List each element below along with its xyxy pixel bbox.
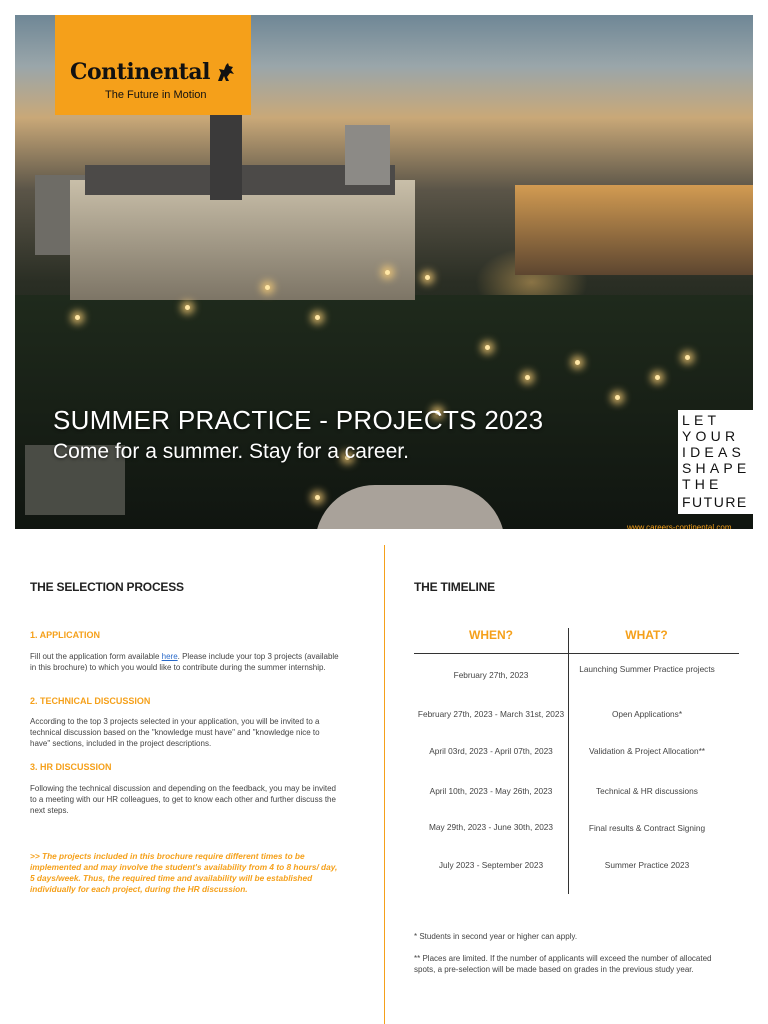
timeline-what: Summer Practice 2023	[604, 860, 690, 870]
timeline-title: THE TIMELINE	[414, 580, 495, 594]
timeline-header-rule	[414, 653, 739, 654]
when-header: WHEN?	[469, 628, 513, 642]
street-lamp	[685, 355, 690, 360]
slogan-row: THE	[682, 476, 723, 492]
street-lamp	[575, 360, 580, 365]
street-lamp	[75, 315, 80, 320]
timeline-what: Technical & HR discussions	[596, 786, 698, 796]
timeline-what: Final results & Contract Signing	[588, 823, 706, 833]
street-lamp	[425, 275, 430, 280]
street-lamp	[265, 285, 270, 290]
street-lamp	[525, 375, 530, 380]
step-title: 1. APPLICATION	[30, 630, 101, 640]
lit-building-illustration	[515, 185, 753, 275]
street-lamp	[315, 495, 320, 500]
what-header: WHAT?	[625, 628, 668, 642]
slogan-row: YOUR	[682, 428, 740, 444]
street-lamp	[385, 270, 390, 275]
timeline-when: April 10th, 2023 - May 26th, 2023	[429, 786, 553, 796]
footnote: * Students in second year or higher can apply.	[414, 932, 578, 941]
hero-banner	[15, 15, 753, 529]
step-text	[30, 651, 340, 673]
palace-illustration	[70, 180, 415, 300]
street-lamp	[185, 305, 190, 310]
timeline-what: Open Applications*	[611, 709, 683, 719]
timeline-what: Launching Summer Practice projects	[579, 664, 715, 674]
street-lamp	[485, 345, 490, 350]
step-title: 3. HR DISCUSSION	[30, 762, 112, 772]
hero-title: SUMMER PRACTICE - PROJECTS 2023	[53, 405, 544, 435]
timeline-when: February 27th, 2023	[453, 670, 529, 680]
step-text: According to the top 3 projects selected in your application, you will be invited to a technical discussion based on the "knowledge must have" and "knowledge nice to have" sections, included in the project descriptions.	[30, 717, 320, 748]
step-text: Following the technical discussion and depending on the feedback, you may be invited to a meeting with our HR colleagues, to get to know each other and further discuss the next steps.	[30, 784, 336, 815]
street-lamp	[315, 315, 320, 320]
column-divider	[384, 545, 385, 1024]
brand-logo[interactable]	[55, 15, 251, 115]
timeline-when: May 29th, 2023 - June 30th, 2023	[428, 822, 554, 832]
street-lamp	[615, 395, 620, 400]
timeline-column-rule	[568, 628, 569, 894]
availability-note: >> The projects included in this brochure require different times to be implemented and may involve the student's availability from 4 to 8 hours/ day, 5 days/week. Thus, the required time and availability will be established individually for each project, during the HR discussion.	[30, 851, 338, 894]
slogan-row: SHAPE	[682, 460, 751, 476]
step-text-part: . Please include your top 3 projects (available in this brochure) to which you would like to contribute during the summer internship.	[30, 652, 339, 672]
building-illustration	[345, 125, 390, 185]
application-form-link[interactable]: here	[161, 652, 178, 661]
selection-title: THE SELECTION PROCESS	[30, 580, 184, 594]
careers-url[interactable]: www.careers-continental.com	[627, 523, 732, 529]
hero-subtitle: Come for a summer. Stay for a career.	[53, 440, 409, 463]
timeline-when: July 2023 - September 2023	[438, 860, 544, 870]
street-lamp	[655, 375, 660, 380]
timeline-what: Validation & Project Allocation**	[588, 746, 706, 756]
horse-icon	[215, 61, 237, 83]
timeline-when: April 03rd, 2023 - April 07th, 2023	[429, 746, 553, 756]
slogan-block	[678, 410, 753, 514]
brand-tagline: The Future in Motion	[105, 89, 207, 101]
tower-illustration	[210, 100, 242, 200]
step-text-part: Fill out the application form available	[30, 652, 162, 661]
slogan-row: IDEAS	[682, 444, 746, 460]
step-title: 2. TECHNICAL DISCUSSION	[30, 696, 151, 706]
slogan-row: LET	[682, 412, 721, 428]
footnote: ** Places are limited. If the number of applicants will exceed the number of allocated spots, a pre-selection will be made based on grades in the previous study year.	[414, 954, 712, 974]
timeline-when: February 27th, 2023 - March 31st, 2023	[417, 709, 565, 719]
slogan-row: FUTURE	[682, 494, 748, 510]
brand-name: Continental	[70, 59, 210, 85]
